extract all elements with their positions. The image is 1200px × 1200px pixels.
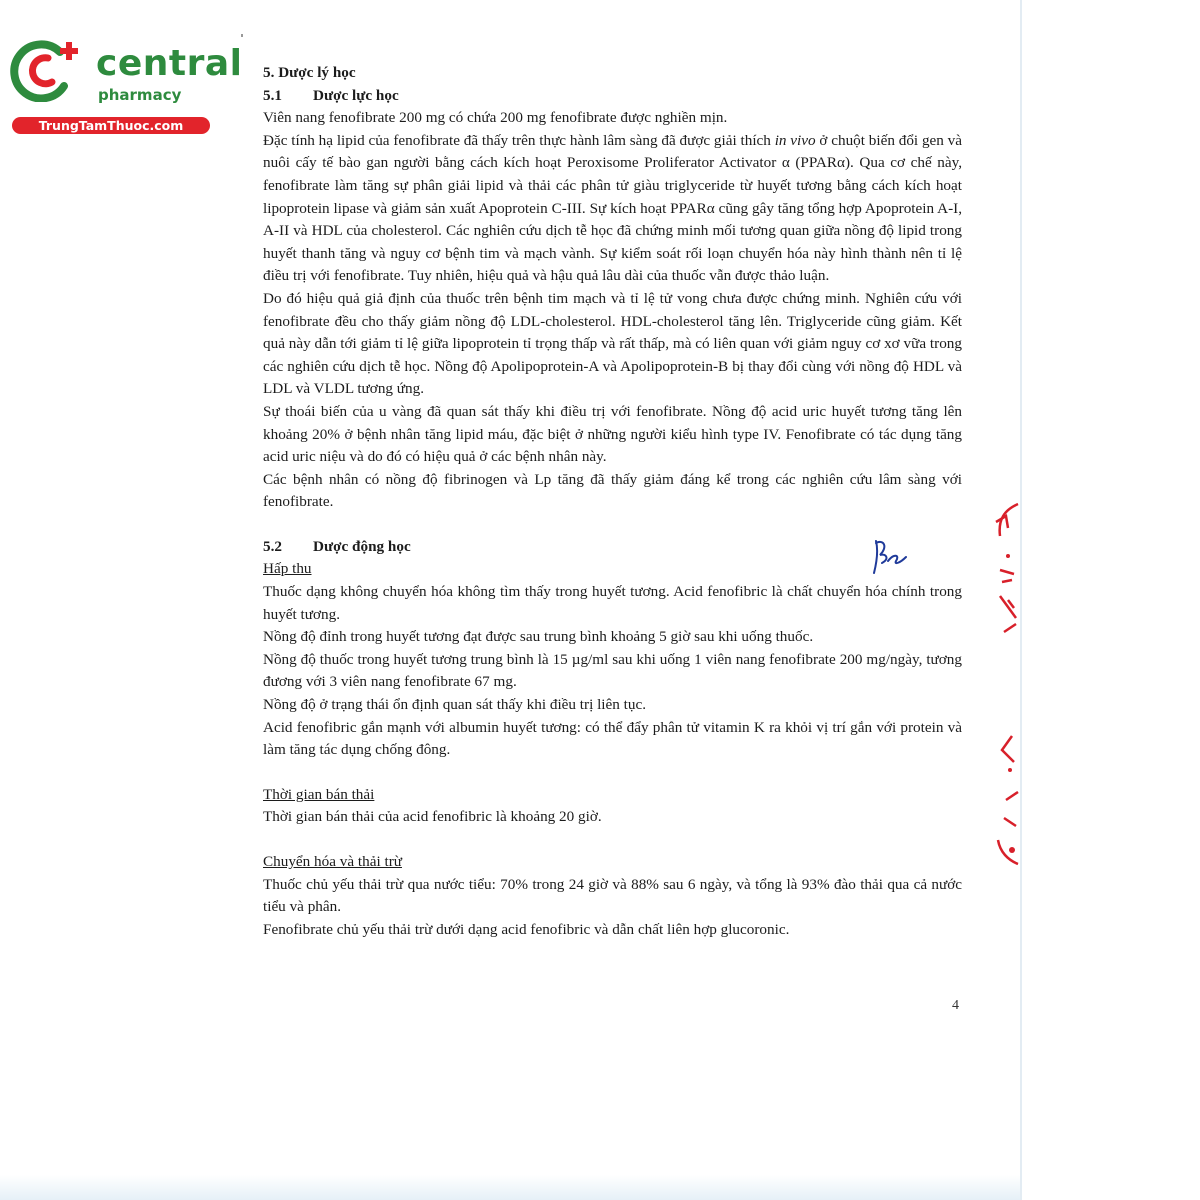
italic-term: in vivo — [774, 131, 816, 149]
brand-name: central — [96, 43, 243, 84]
subsection-title: Hấp thu — [263, 560, 312, 578]
central-pharmacy-logo — [10, 38, 243, 138]
paragraph: Sự thoái biến của u vàng đã quan sát thấy khi điều trị với fenofibrate. Nồng độ acid uric huyết tương tăng lên khoảng 20% ở bệnh nhân tăng lipid máu, đặc biệt ở những người kiểu hình type IV. Fenofibrate có tác dụng tăng acid uric niệu và do đó có hiệu quả ở các bệnh nhân này. — [263, 402, 962, 466]
scan-mark — [241, 34, 243, 37]
spacer — [263, 514, 962, 536]
section-5-title: 5. Dược lý học — [263, 64, 356, 81]
paragraph: Đặc tính hạ lipid của fenofibrate đã thấy trên thực hành lâm sàng đã được giải thích in vivo ở chuột biến đổi gen và nuôi cấy tế bào gan người bằng cách kích hoạt Peroxisome Proliferator Activator α (PPARα). Qua cơ chế này, fenofibrate làm tăng sự phân giải lipid và thải các phân tử giàu triglyceride từ huyết tương bằng cách kích hoạt lipoprotein lipase và giảm sản xuất Apoprotein C-III. Sự kích hoạt PPARα cũng gây tăng tổng hợp Apoprotein A-I, A-II và HDL của cholesterol. Các nghiên cứu dịch tễ học đã chứng minh mối tương quan giữa nồng độ lipid trong huyết thanh tăng và nguy cơ bệnh tim và mạch vành. Sự kiểm soát rối loạn chuyển hóa này hình thành nên tỉ lệ điều trị với fenofibrate. Tuy nhiên, hiệu quả và hậu quả lâu dài của thuốc vẫn được thảo luận. — [263, 131, 963, 285]
paragraph: Nồng độ ở trạng thái ổn định quan sát thấy khi điều trị liên tục. — [263, 696, 647, 714]
paragraph: Thời gian bán thải của acid fenofibric là khoảng 20 giờ. — [263, 808, 602, 826]
brand-subtitle: pharmacy — [98, 86, 182, 104]
section-5-1-heading — [263, 85, 962, 108]
spacer — [263, 762, 962, 784]
scan-edge — [0, 1175, 1020, 1200]
paragraph: Acid fenofibric gắn mạnh với albumin huyết tương: có thể đẩy phân tử vitamin K ra khỏi vị trí gắn với protein và làm tăng tác dụng chống đông. — [263, 718, 962, 759]
paragraph: Các bệnh nhân có nồng độ fibrinogen và Lp tăng đã thấy giảm đáng kể trong các nghiên cứu lâm sàng với fenofibrate. — [263, 470, 962, 511]
brand-url-badge: TrungTamThuoc.com — [12, 117, 210, 134]
section-title: Dược động học — [313, 537, 411, 555]
section-number: 5.1 — [263, 86, 282, 104]
spacer — [263, 829, 962, 851]
paragraph: Thuốc dạng không chuyển hóa không tìm thấy trong huyết tương. Acid fenofibric là chất chuyển hóa chính trong huyết tương. — [263, 583, 962, 623]
document-body — [263, 62, 962, 941]
paragraph: Thuốc chủ yếu thải trừ qua nước tiểu: 70% trong 24 giờ và 88% sau 6 ngày, và tổng là 93% đào thải qua cả nước tiểu và phân. — [263, 875, 962, 916]
subsection-title: Chuyển hóa và thải trừ — [263, 853, 402, 870]
page-number: 4 — [952, 998, 959, 1013]
paragraph: Nồng độ thuốc trong huyết tương trung bình là 15 µg/ml sau khi uống 1 viên nang fenofibrate 200 mg/ngày, tương đương với 3 viên nang fenofibrate 67 mg. — [263, 650, 962, 691]
signature-icon — [866, 535, 912, 577]
scan-margin — [1022, 0, 1200, 1200]
section-5-2-heading — [263, 536, 962, 559]
paragraph: Nồng độ đỉnh trong huyết tương đạt được sau trung bình khoảng 5 giờ sau khi uống thuốc. — [263, 628, 814, 646]
subsection-title: Thời gian bán thải — [263, 785, 375, 803]
paragraph: Viên nang fenofibrate 200 mg có chứa 200 mg fenofibrate được nghiền mịn. — [263, 109, 728, 127]
logo-mark-icon — [10, 38, 88, 102]
red-stamp-icon — [988, 500, 1022, 880]
section-title: Dược lực học — [313, 86, 399, 104]
section-number: 5.2 — [263, 537, 282, 555]
paragraph: Do đó hiệu quả giả định của thuốc trên bệnh tim mạch và tỉ lệ tử vong chưa được chứng minh. Nghiên cứu với fenofibrate đều cho thấy giảm nồng độ LDL-cholesterol. HDL-cholesterol tăng lên. Triglyceride cũng giảm. Kết quả này dẫn tới giảm tỉ lệ giữa lipoprotein tỉ trọng thấp và rất thấp, mà có liên quan với giảm nguy cơ xơ vữa trong các nghiên cứu dịch tễ học. Nồng độ Apolipoprotein-A và Apolipoprotein-B bị thay đổi cùng với nồng độ HDL và LDL và VLDL tương ứng. — [263, 289, 962, 398]
paragraph: Fenofibrate chủ yếu thải trừ dưới dạng acid fenofibric và dẫn chất liên hợp glucoronic. — [263, 920, 790, 938]
